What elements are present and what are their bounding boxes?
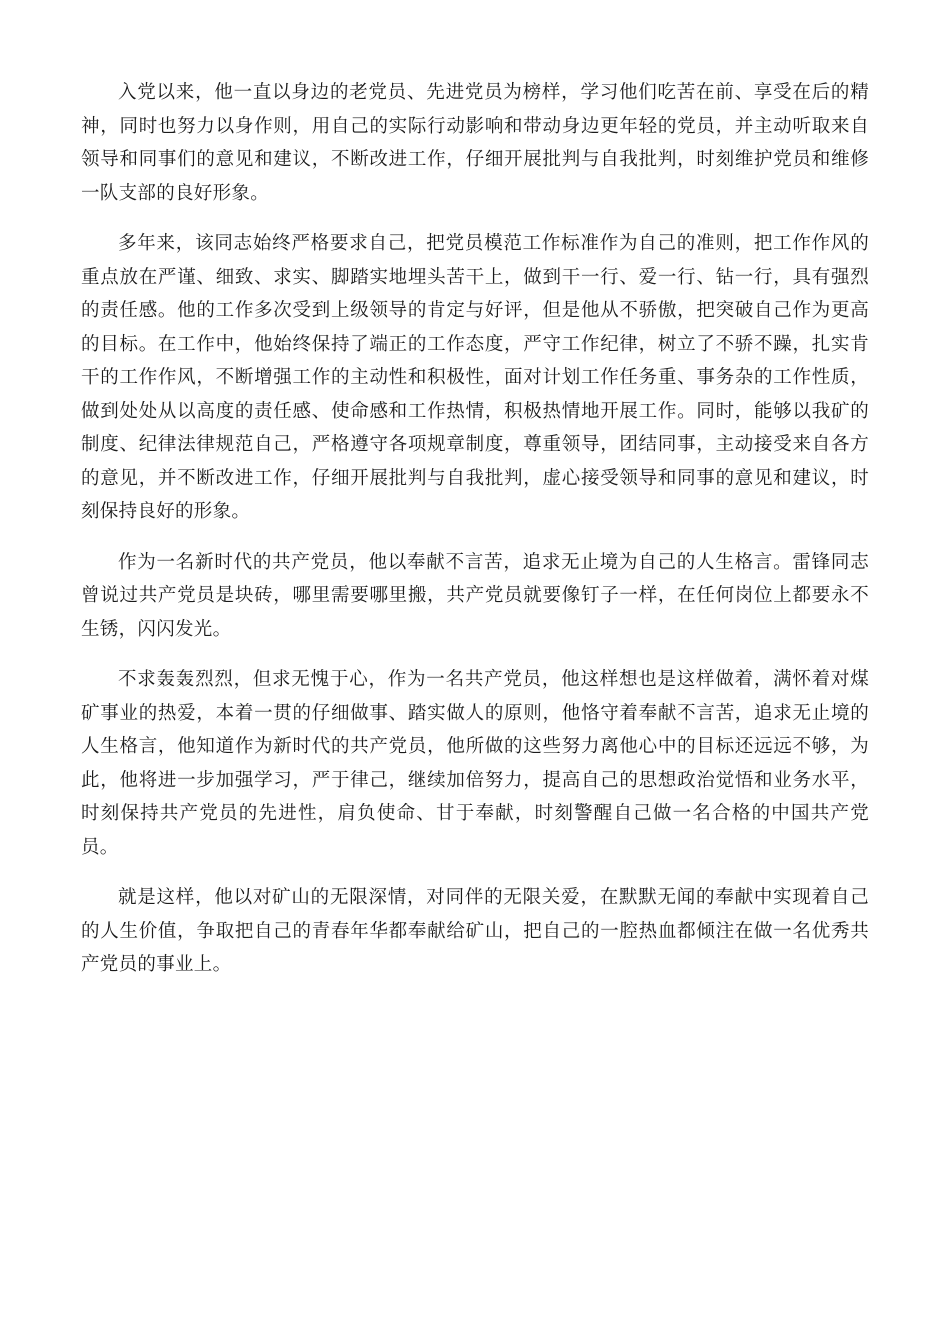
paragraph-3: 作为一名新时代的共产党员，他以奉献不言苦，追求无止境为自己的人生格言。雷锋同志曾说过共产党员是块砖，哪里需要哪里搬，共产党员就要像钉子一样，在任何岗位上都要永不生锈，闪闪发光。 [81, 551, 869, 640]
document-body [81, 76, 869, 999]
paragraph-2: 多年来，该同志始终严格要求自己，把党员模范工作标准作为自己的准则，把工作作风的重点放在严谨、细致、求实、脚踏实地埋头苦干上，做到干一行、爱一行、钻一行，具有强烈的责任感。他的工作多次受到上级领导的肯定与好评，但是他从不骄傲，把突破自己作为更高的目标。在工作中，他始终保持了端正的工作态度，严守工作纪律，树立了不骄不躁，扎实肯干的工作作风，不断增强工作的主动性和积极性，面对计划工作任务重、事务杂的工作性质，做到处处从以高度的责任感、使命感和工作热情，积极热情地开展工作。同时，能够以我矿的制度、纪律法律规范自己，严格遵守各项规章制度，尊重领导，团结同事，主动接受来自各方的意见，并不断改进工作，仔细开展批判与自我批判，虚心接受领导和同事的意见和建议，时刻保持良好的形象。 [81, 233, 869, 522]
paragraph-5: 就是这样，他以对矿山的无限深情，对同伴的无限关爱，在默默无闻的奉献中实现着自己的人生价值，争取把自己的青春年华都奉献给矿山，把自己的一腔热血都倾注在做一名优秀共产党员的事业上。 [81, 887, 869, 975]
paragraph-1: 入党以来，他一直以身边的老党员、先进党员为榜样，学习他们吃苦在前、享受在后的精神，同时也努力以身作则，用自己的实际行动影响和带动身边更年轻的党员，并主动听取来自领导和同事们的意见和建议，不断改进工作，仔细开展批判与自我批判，时刻维护党员和维修一队支部的良好形象。 [81, 82, 869, 204]
paragraph-4: 不求轰轰烈烈，但求无愧于心，作为一名共产党员，他这样想也是这样做着，满怀着对煤矿事业的热爱，本着一贯的仔细做事、踏实做人的原则，他恪守着奉献不言苦，追求无止境的人生格言，他知道作为新时代的共产党员，他所做的这些努力离他心中的目标还远远不够，为此，他将进一步加强学习，严于律己，继续加倍努力，提高自己的思想政治觉悟和业务水平，时刻保持共产党员的先进性，肩负使命、甘于奉献，时刻警醒自己做一名合格的中国共产党员。 [81, 669, 869, 858]
